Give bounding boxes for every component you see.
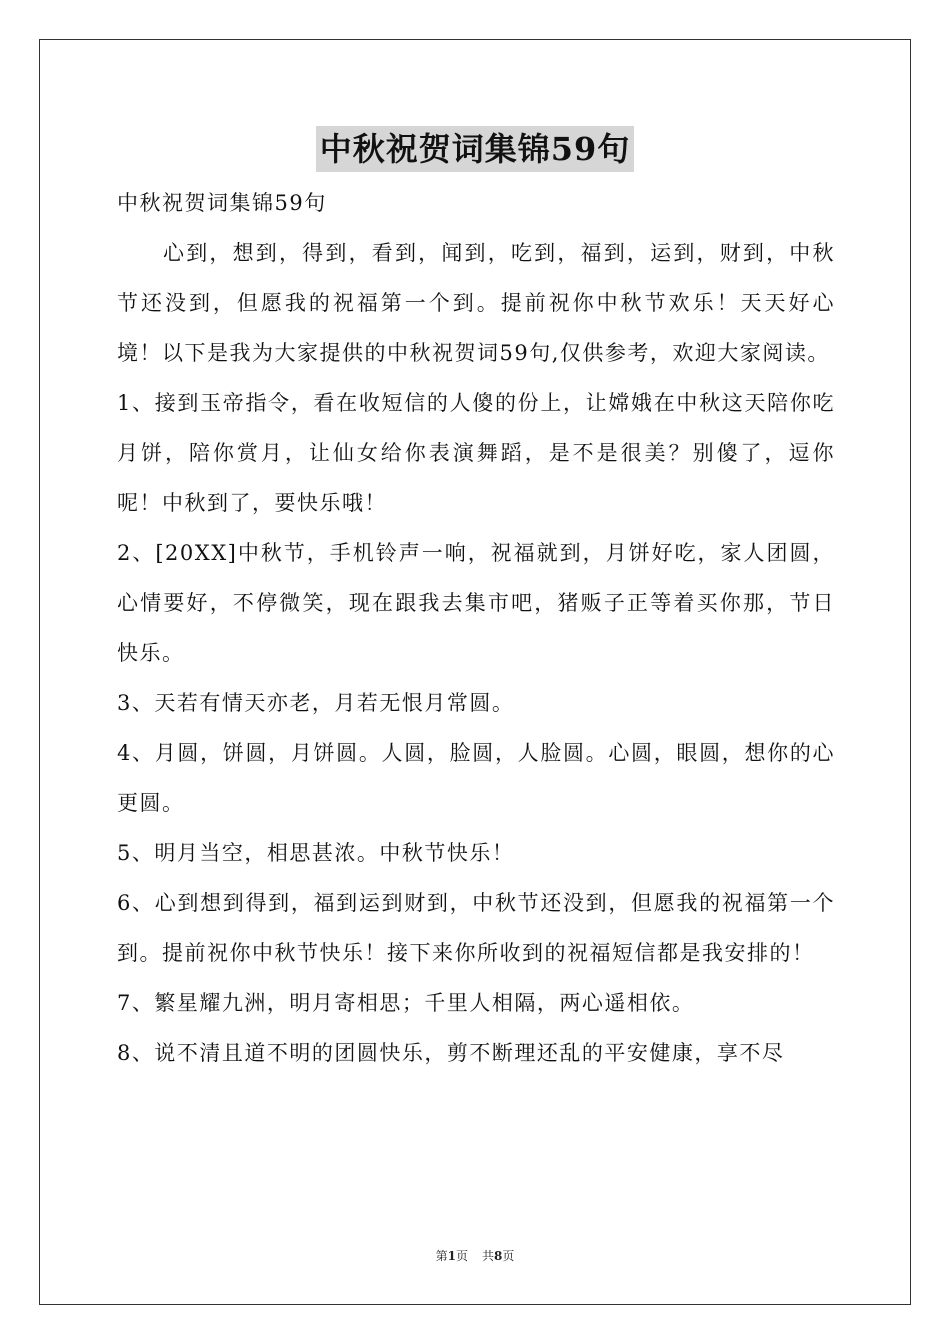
list-item: 7、繁星耀九洲，明月寄相思；千里人相隔，两心遥相依。: [117, 991, 695, 1015]
page-footer: [0, 1247, 950, 1264]
list-item: 4、月圆，饼圆，月饼圆。人圆，脸圆，人脸圆。心圆，眼圆，想你的心更圆。: [117, 741, 835, 815]
page-prefix: 第: [435, 1249, 448, 1263]
list-item: 1、接到玉帝指令，看在收短信的人傻的份上，让嫦娥在中秋这天陪你吃月饼，陪你赏月，让仙女给你表演舞蹈，是不是很美？别傻了，逗你呢！中秋到了，要快乐哦！: [117, 391, 835, 515]
list-item: 2、[20XX]中秋节，手机铃声一响，祝福就到，月饼好吃，家人团圆，心情要好，不停微笑，现在跟我去集市吧，猪贩子正等着买你那，节日快乐。: [117, 541, 835, 665]
total-prefix: 共: [482, 1249, 495, 1263]
intro-paragraph: 心到，想到，得到，看到，闻到，吃到，福到，运到，财到，中秋节还没到，但愿我的祝福第一个到。提前祝你中秋节欢乐！天天好心境！以下是我为大家提供的中秋祝贺词59句,仅供参考，欢迎大家阅读。: [117, 241, 835, 365]
page-current: 1: [447, 1249, 456, 1263]
document-title: 中秋祝贺词集锦59句: [316, 126, 635, 172]
list-item: 3、天若有情天亦老，月若无恨月常圆。: [117, 691, 515, 715]
list-item: 8、说不清且道不明的团圆快乐，剪不断理还乱的平安健康，享不尽: [117, 1041, 785, 1065]
list-item: 5、明月当空，相思甚浓。中秋节快乐！: [117, 841, 515, 865]
document-subtitle: 中秋祝贺词集锦59句: [117, 191, 327, 215]
title-container: [0, 126, 950, 172]
page-suffix: 页: [455, 1249, 468, 1263]
page-total: 8: [494, 1249, 503, 1263]
total-suffix: 页: [502, 1249, 515, 1263]
list-item: 6、心到想到得到，福到运到财到，中秋节还没到，但愿我的祝福第一个到。提前祝你中秋节快乐！接下来你所收到的祝福短信都是我安排的！: [117, 891, 835, 965]
document-body: [117, 178, 835, 1078]
